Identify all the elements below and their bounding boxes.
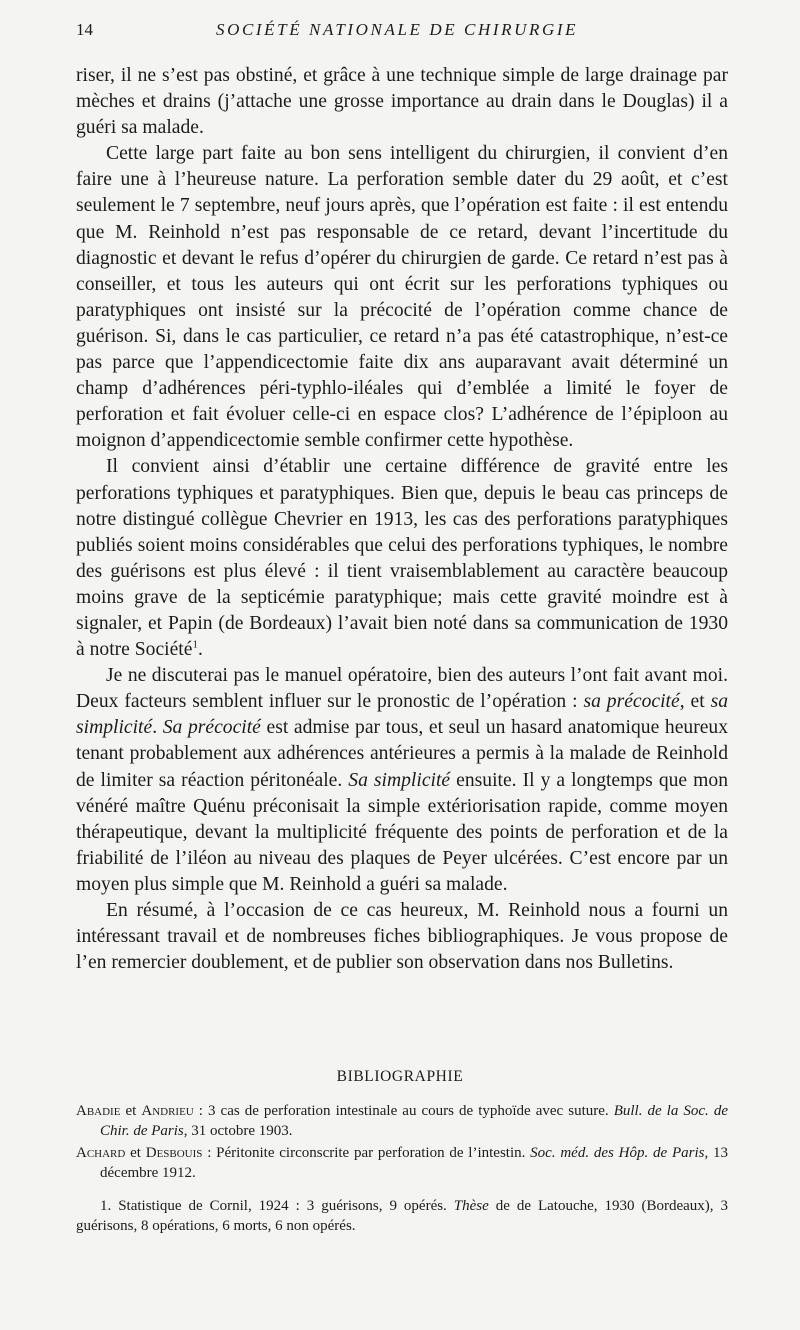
page-header bbox=[76, 20, 726, 46]
paragraph-text: Je ne discuterai pas le manuel opératoire, bien des auteurs l’ont fait avant moi. Deux facteurs semblent influer sur le pronostic de l’opération : bbox=[76, 665, 728, 713]
emphasis: sa précocité bbox=[583, 691, 680, 713]
footnote-emphasis: Thèse bbox=[453, 1198, 489, 1214]
conjunction: et bbox=[120, 1103, 142, 1119]
paragraph-text: . bbox=[152, 717, 163, 739]
footnote-marker: 1. bbox=[100, 1198, 112, 1214]
paragraph: Cette large part faite au bon sens intelligent du chirurgien, il convient d’en faire une à l’heureuse nature. La perforation semble dater du 29 août, et c’est seulement le 7 septembre, neuf jours après, que l’opération est faite : il est entendu que M. Reinhold n’est pas responsable de ce retard, devant l’incertitude du diagnostic et devant le refus d’opérer du chirurgien de garde. Ce retard n’est pas à conseiller, et tous les auteurs qui ont écrit sur les perforations typhiques ou paratyphiques ont insisté sur la précocité de l’opération comme chance de guérison. Si, dans le cas particulier, ce retard n’a pas été catastrophique, n’est-ce pas parce que l’appendicectomie faite dix ans auparavant avait déterminé un champ d’adhérences péri-typhlo-iléales qui d’emblée a limité le foyer de perforation et fait évoluer celle-ci en espace clos? L’adhérence de l’épiploon au moignon d’appendicectomie semble confirmer cette hypothèse. bbox=[76, 143, 728, 452]
paragraph-text: , et bbox=[679, 691, 711, 713]
bibliography-entry bbox=[76, 1102, 728, 1141]
bibliography-heading: BIBLIOGRAPHIE bbox=[336, 1068, 464, 1085]
author-name: Abadie bbox=[76, 1103, 121, 1119]
author-name: Andrieu bbox=[141, 1103, 194, 1119]
footnote bbox=[76, 1196, 728, 1236]
paragraph-text: est admise par tous, et seul un hasard anatomique heureux tenant probablement aux adhérences antérieures a permis à la malade de Reinhold de limiter sa réaction péritonéale. bbox=[76, 717, 729, 791]
bibliography-entry bbox=[76, 1144, 728, 1183]
conjunction: et bbox=[125, 1145, 146, 1162]
author-name: Desbouis bbox=[145, 1145, 203, 1162]
entry-date: , 13 décembre 1912. bbox=[100, 1145, 729, 1181]
emphasis: Sa précocité bbox=[162, 717, 261, 739]
footnote-text: de de Latouche, 1930 (Bordeaux), 3 guérisons, 8 opérations, 6 morts, 6 non opérés. bbox=[76, 1198, 728, 1234]
paragraph bbox=[76, 454, 728, 663]
paragraph-continued: riser, il ne s’est pas obstiné, et grâce à une technique simple de large drainage par mèches et drains (j’attache une grosse importance au drain dans le Douglas) il a guéri sa malade. bbox=[76, 65, 728, 139]
paragraph-text: . bbox=[197, 639, 203, 661]
footnote-reference[interactable]: 1 bbox=[192, 638, 198, 651]
running-title: SOCIÉTÉ NATIONALE DE CHIRURGIE bbox=[216, 20, 579, 39]
footnote-text: Statistique de Cornil, 1924 : 3 guérisons, 9 opérés. bbox=[111, 1198, 454, 1214]
bibliography-list bbox=[76, 1102, 728, 1186]
emphasis: sa simplicité bbox=[76, 691, 728, 739]
emphasis: Sa simplicité bbox=[348, 769, 451, 791]
entry-date: , 31 octobre 1903. bbox=[183, 1122, 293, 1139]
entry-source: Bull. de la Soc. de Chir. de Paris bbox=[100, 1103, 728, 1139]
paragraph-text: Il convient ainsi d’établir une certaine différence de gravité entre les perforations typhiques et paratyphiques. Bien que, depuis le beau cas princeps de notre distingué collègue Chevrier en 1913, les cas des perforations paratyphiques publiés soient moins considérables que celui des perforations typhiques, le nombre des guérisons est plus élevé : il tient vraisemblablement au caractère beaucoup moins grave de la septicémie paratyphique; mais cette gravité moindre est à signaler, et Papin (de Bordeaux) l’avait bien noté dans sa communication de 1930 à notre Société bbox=[76, 456, 728, 661]
paragraph: En résumé, à l’occasion de ce cas heureux, M. Reinhold nous a fourni un intéressant travail et de nombreuses fiches bibliographiques. Je vous propose de l’en remercier doublement, et de publier son observation dans nos Bulletins. bbox=[76, 900, 728, 974]
page-number: 14 bbox=[76, 20, 93, 39]
entry-source: Soc. méd. des Hôp. de Paris bbox=[530, 1145, 705, 1162]
author-name: Achard bbox=[76, 1145, 126, 1162]
paragraph bbox=[76, 663, 728, 898]
paragraph-text: ensuite. Il y a longtemps que mon vénéré maître Quénu préconisait la simple extériorisation rapide, comme moyen thérapeutique, devant la multiplicité fréquente des points de perforation et de la friabilité de l’iléon au niveau des plaques de Peyer ulcérées. C’est encore par un moyen plus simple que M. Reinhold a guéri sa malade. bbox=[76, 769, 728, 895]
entry-title: : 3 cas de perforation intestinale au cours de typhoïde avec suture. bbox=[193, 1103, 614, 1119]
body-text bbox=[76, 63, 728, 976]
entry-title: : Péritonite circonscrite par perforation de l’intestin. bbox=[202, 1145, 531, 1162]
